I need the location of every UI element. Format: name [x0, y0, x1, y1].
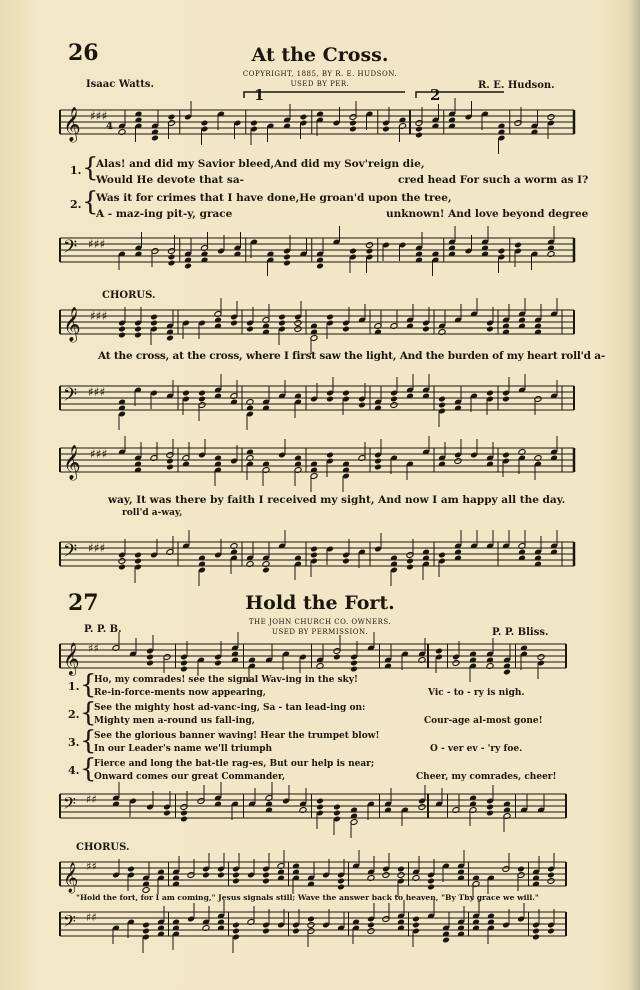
- note-head: [118, 332, 126, 339]
- note-head: [262, 878, 270, 885]
- note-head: [214, 660, 222, 667]
- svg-text:𝄢: 𝄢: [63, 793, 76, 817]
- note-head: [201, 120, 209, 127]
- verse-27-4-refrain: Cheer, my comrades, cheer!: [416, 772, 557, 782]
- note-head: [547, 114, 555, 121]
- svg-text:𝄞: 𝄞: [63, 642, 80, 675]
- chorus-26-line1: At the cross, at the cross, where I first saw the light, And the burden of my heart roll'd a-: [98, 350, 606, 362]
- verse-num-27-3: 3.: [68, 736, 80, 749]
- note-head: [307, 922, 315, 929]
- svg-text:𝄢: 𝄢: [63, 911, 76, 935]
- note-head: [366, 242, 374, 249]
- svg-text:♯♯: ♯♯: [88, 642, 99, 655]
- note-head: [326, 396, 334, 403]
- note-head: [382, 872, 390, 879]
- verse-brace: {: [80, 698, 97, 728]
- note-head: [454, 458, 462, 465]
- chorus-label-26: CHORUS.: [102, 290, 156, 301]
- verse-num-27-4: 4.: [68, 764, 80, 777]
- note-head: [294, 320, 302, 327]
- note-head: [184, 263, 192, 270]
- note-head: [168, 254, 176, 261]
- chorus-26-line3: roll'd a-way,: [122, 508, 183, 518]
- note-head: [180, 666, 188, 673]
- verse-27-4-line1: Fierce and long the bat-tle rag-es, But our help is near;: [94, 759, 375, 769]
- svg-text:♯♯♯: ♯♯♯: [88, 385, 106, 399]
- note-head: [342, 326, 350, 333]
- note-head: [166, 335, 174, 342]
- note-head: [337, 884, 345, 891]
- verse-brace: {: [80, 670, 97, 700]
- note-head: [232, 922, 240, 929]
- author-26: Isaac Watts.: [86, 79, 155, 90]
- note-head: [514, 242, 522, 249]
- hymn-title-27: Hold the Fort.: [245, 592, 395, 614]
- note-head: [166, 464, 174, 471]
- note-head: [547, 878, 555, 885]
- chorus-27-line: "Hold the fort, for I am coming," Jesus signals still; Wave the answer back to heaven, "By Thy grace we will.": [76, 893, 539, 902]
- verse-brace: {: [80, 726, 97, 756]
- note-head: [349, 248, 357, 255]
- verse-27-2-refrain: Cour-age al-most gone!: [424, 716, 543, 726]
- hymn-number-26: 26: [68, 40, 99, 66]
- note-head: [415, 126, 423, 133]
- note-head: [435, 648, 443, 655]
- note-head: [134, 552, 142, 559]
- chorus-26-line2: way, It was there by faith I received my sight, And now I am happy all the day.: [108, 494, 566, 506]
- verse-26-1-line2b: cred head For such a worm as I?: [398, 174, 589, 186]
- verse-27-1-refrain: Vic - to - ry is nigh.: [428, 688, 525, 698]
- note-head: [292, 928, 300, 935]
- note-head: [418, 804, 426, 811]
- note-head: [180, 816, 188, 823]
- note-head: [397, 866, 405, 873]
- svg-text:𝄢: 𝄢: [63, 237, 78, 262]
- note-head: [415, 132, 423, 139]
- svg-text:♯♯: ♯♯: [86, 911, 97, 924]
- note-head: [142, 928, 150, 935]
- note-head: [486, 390, 494, 397]
- verse-num-27-2: 2.: [68, 708, 80, 721]
- note-head: [382, 126, 390, 133]
- note-head: [118, 558, 126, 565]
- note-head: [283, 260, 291, 267]
- note-head: [326, 452, 334, 459]
- composer-27: P. P. Bliss.: [492, 627, 549, 638]
- note-head: [278, 320, 286, 327]
- note-head: [118, 326, 126, 333]
- note-head: [532, 928, 540, 935]
- note-head: [180, 660, 188, 667]
- verse-num-27-1: 1.: [68, 680, 80, 693]
- note-head: [262, 567, 270, 574]
- note-head: [547, 928, 555, 935]
- note-head: [146, 660, 154, 667]
- note-head: [438, 552, 446, 559]
- chorus-label-27: CHORUS.: [76, 842, 130, 853]
- note-head: [316, 263, 324, 270]
- staff-26-treble: [60, 96, 580, 166]
- note-head: [374, 464, 382, 471]
- note-head: [168, 114, 176, 121]
- note-head: [537, 654, 545, 661]
- note-head: [326, 314, 334, 321]
- note-head: [350, 666, 358, 673]
- note-head: [342, 558, 350, 565]
- note-head: [180, 810, 188, 817]
- note-head: [486, 810, 494, 817]
- note-head: [262, 928, 270, 935]
- note-head: [406, 564, 414, 571]
- used-by-26: USED BY PER.: [290, 80, 350, 88]
- hymn-title-26: At the Cross.: [251, 44, 389, 66]
- note-head: [349, 120, 357, 127]
- note-head: [307, 916, 315, 923]
- note-head: [333, 810, 341, 817]
- svg-text:𝄞: 𝄞: [63, 307, 81, 342]
- note-head: [316, 798, 324, 805]
- page-edge: [628, 0, 640, 990]
- ending-1: 1: [254, 86, 265, 104]
- note-head: [118, 564, 126, 571]
- note-head: [278, 314, 286, 321]
- staff-26-chorus-treble: [60, 296, 580, 356]
- note-head: [358, 402, 366, 409]
- note-head: [366, 248, 374, 255]
- note-head: [438, 396, 446, 403]
- note-head: [397, 872, 405, 879]
- svg-text:𝄞: 𝄞: [63, 107, 81, 142]
- note-head: [168, 260, 176, 267]
- note-head: [134, 332, 142, 339]
- verse-26-2-line1: Was it for crimes that I have done,He groan'd upon the tree,: [96, 192, 452, 204]
- svg-text:♯♯♯: ♯♯♯: [90, 109, 108, 123]
- note-head: [503, 669, 511, 676]
- note-head: [230, 320, 238, 327]
- used-by-27: USED BY PERMISSION.: [272, 628, 368, 636]
- verse-27-3-line2: In our Leader's name we'll triumph: [94, 744, 273, 754]
- note-head: [134, 326, 142, 333]
- note-head: [246, 326, 254, 333]
- note-head: [250, 120, 258, 127]
- copyright-27: THE JOHN CHURCH CO. OWNERS.: [248, 618, 392, 626]
- svg-text:♯♯♯: ♯♯♯: [88, 541, 106, 555]
- copyright-26: COPYRIGHT, 1885, BY R. E. HUDSON.: [242, 70, 398, 78]
- note-head: [350, 660, 358, 667]
- author-27: P. P. B.: [84, 624, 122, 635]
- note-head: [333, 654, 341, 661]
- note-head: [283, 254, 291, 261]
- verse-26-2-line2: A - maz-ing pit-y, grace: [96, 208, 233, 220]
- verse-27-2-line1: See the mighty host ad-vanc-ing, Sa - tan lead-ing on:: [94, 703, 366, 713]
- note-head: [150, 314, 158, 321]
- note-head: [217, 872, 225, 879]
- ending-2: 2: [430, 86, 441, 104]
- note-head: [486, 326, 494, 333]
- note-head: [422, 326, 430, 333]
- note-head: [427, 884, 435, 891]
- note-head: [406, 558, 414, 565]
- note-head: [452, 660, 460, 667]
- note-head: [367, 928, 375, 935]
- note-head: [262, 872, 270, 879]
- verse-27-3-line1: See the glorious banner waving! Hear the trumpet blow!: [94, 731, 380, 741]
- staff-26-chorus2-bass: [60, 528, 580, 588]
- note-head: [151, 135, 159, 142]
- verse-26-1-line2: Would He devote that sa-: [96, 174, 244, 186]
- verse-num-26-1: 1.: [70, 164, 82, 177]
- composer-26: R. E. Hudson.: [478, 80, 555, 91]
- verse-27-2-line2: Mighty men a-round us fall-ing,: [94, 716, 255, 726]
- note-head: [337, 878, 345, 885]
- note-head: [547, 872, 555, 879]
- note-head: [349, 126, 357, 133]
- verse-27-1-line1: Ho, my comrades! see the signal Wav-ing in the sky!: [94, 675, 358, 685]
- note-head: [198, 390, 206, 397]
- note-head: [333, 804, 341, 811]
- staff-26-chorus-bass: [60, 372, 580, 422]
- note-head: [342, 390, 350, 397]
- svg-text:𝄢: 𝄢: [63, 385, 78, 410]
- svg-text:♯♯♯: ♯♯♯: [88, 237, 106, 251]
- note-head: [502, 452, 510, 459]
- svg-text:♯♯: ♯♯: [86, 793, 97, 806]
- note-head: [146, 654, 154, 661]
- note-head: [374, 458, 382, 465]
- staff-27-chorus-bass: [60, 902, 580, 948]
- note-head: [150, 320, 158, 327]
- svg-text:♯♯♯: ♯♯♯: [90, 309, 108, 323]
- staff-26-chorus2-treble: [60, 434, 580, 494]
- note-head: [300, 114, 308, 121]
- note-head: [502, 396, 510, 403]
- svg-text:𝄞: 𝄞: [63, 445, 81, 480]
- verse-27-3-refrain: O - ver ev - 'ry foe.: [430, 744, 523, 754]
- note-head: [412, 922, 420, 929]
- note-head: [163, 810, 171, 817]
- note-head: [142, 922, 150, 929]
- note-head: [166, 458, 174, 465]
- note-head: [127, 866, 135, 873]
- note-head: [442, 937, 450, 944]
- note-head: [390, 402, 398, 409]
- svg-text:♯♯: ♯♯: [86, 860, 97, 873]
- note-head: [316, 804, 324, 811]
- note-head: [232, 878, 240, 885]
- note-head: [202, 872, 210, 879]
- svg-text:♯♯♯: ♯♯♯: [90, 447, 108, 461]
- note-head: [232, 928, 240, 935]
- verse-brace: {: [80, 754, 97, 784]
- note-head: [182, 390, 190, 397]
- hymn-number-27: 27: [68, 590, 99, 616]
- verse-27-1-line2: Re-in-force-ments now appearing,: [94, 688, 266, 698]
- staff-26-bass: [60, 224, 580, 284]
- verse-brace: {: [82, 187, 99, 217]
- note-head: [310, 552, 318, 559]
- note-head: [232, 872, 240, 879]
- note-head: [427, 878, 435, 885]
- verse-27-4-line2: Onward comes our great Commander,: [94, 772, 286, 782]
- note-head: [412, 916, 420, 923]
- note-head: [294, 326, 302, 333]
- staff-27-bass: [60, 784, 580, 834]
- verse-brace: {: [82, 153, 99, 183]
- note-head: [438, 402, 446, 409]
- note-head: [498, 248, 506, 255]
- staff-27-chorus-treble: [60, 852, 580, 898]
- verse-num-26-2: 2.: [70, 198, 82, 211]
- note-head: [517, 866, 525, 873]
- svg-text:𝄢: 𝄢: [63, 541, 78, 566]
- note-head: [310, 546, 318, 553]
- note-head: [367, 922, 375, 929]
- note-head: [486, 804, 494, 811]
- note-head: [198, 396, 206, 403]
- verse-26-1-line1: Alas! and did my Savior bleed,And did my Sov'reign die,: [96, 158, 425, 170]
- svg-text:𝄞: 𝄞: [63, 863, 79, 893]
- note-head: [134, 558, 142, 565]
- svg-text:4: 4: [106, 121, 113, 132]
- verse-26-2-line2b: unknown! And love beyond degree: [386, 208, 589, 220]
- note-head: [390, 396, 398, 403]
- note-head: [532, 934, 540, 941]
